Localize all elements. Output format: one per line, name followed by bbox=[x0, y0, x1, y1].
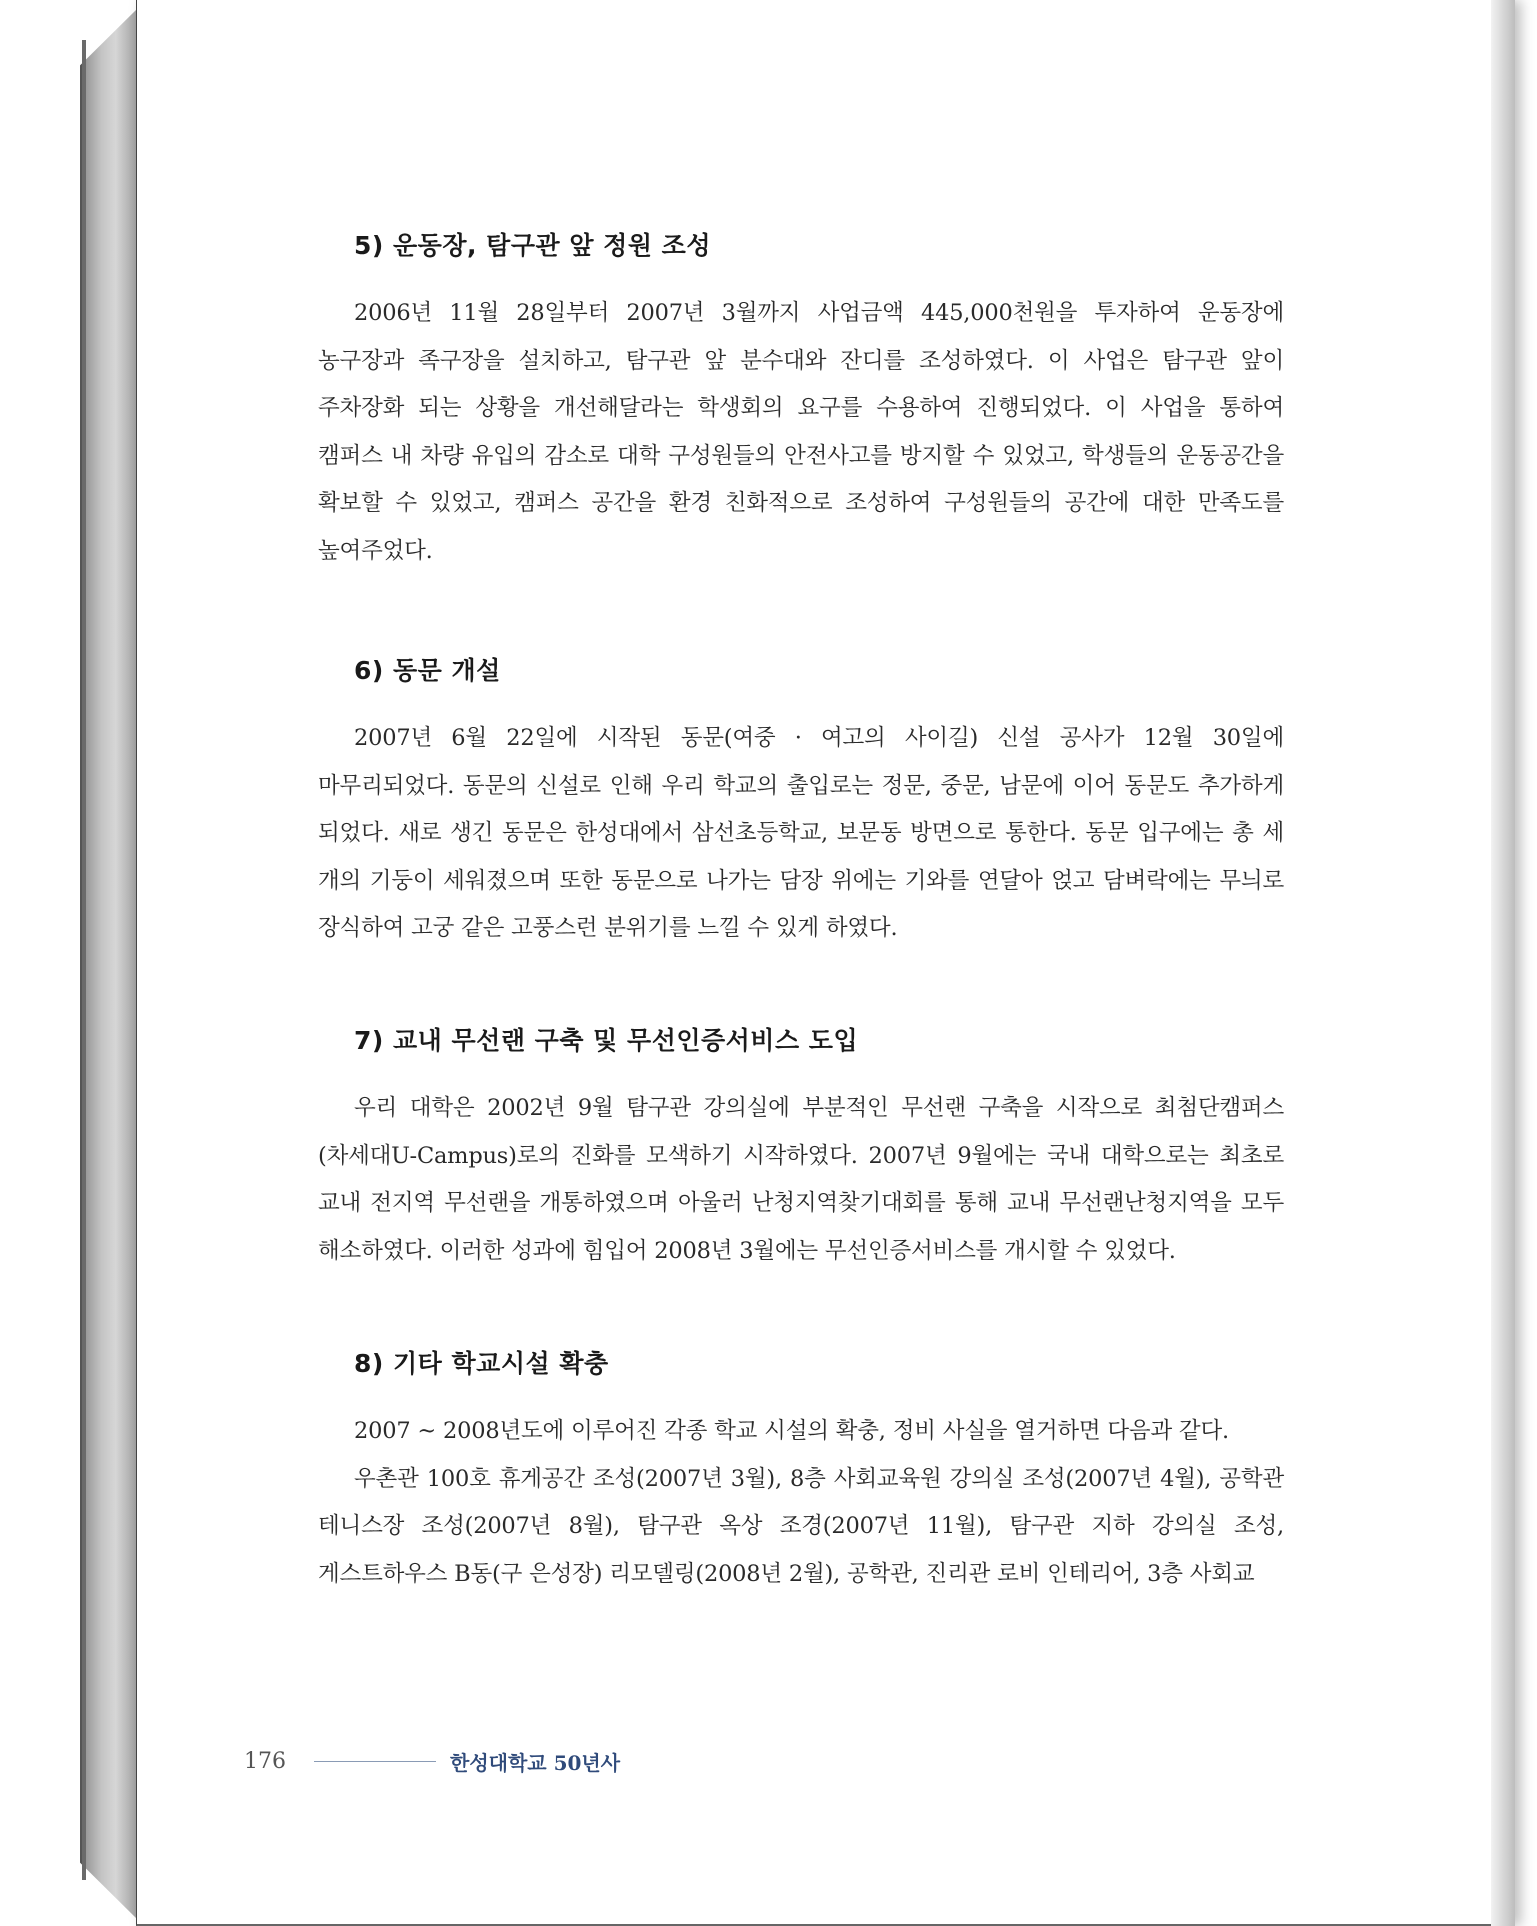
section-6 bbox=[318, 653, 1284, 953]
paragraph: 우촌관 100호 휴게공간 조성(2007년 3월), 8층 사회교육원 강의실 조성(2007년 4월), 공학관 테니스장 조성(2007년 8월), 탐구관 옥상 조경(2007년 11월), 탐구관 지하 강의실 조성, 게스트하우스 B동(구 은성장) 리모델링(2008년 2월), 공학관, 진리관 로비 인테리어, 3층 사회교 bbox=[318, 1465, 1284, 1587]
book-title: 한성대학교 50년사 bbox=[450, 1750, 621, 1775]
paragraph: 우리 대학은 2002년 9월 탐구관 강의실에 부분적인 무선랜 구축을 시작으로 최첨단캠퍼스(차세대U-Campus)로의 진화를 모색하기 시작하였다. 2007년 9월에는 국내 대학으로는 최초로 교내 전지역 무선랜을 개통하였으며 아울러 난청지역찾기대회를 통해 교내 무선랜난청지역을 모두 해소하였다. 이러한 성과에 힘입어 2008년 3월에는 무선인증서비스를 개시할 수 있었다. bbox=[318, 1095, 1284, 1264]
page-footer bbox=[244, 1746, 620, 1776]
paragraph: 2007년 6월 22일에 시작된 동문(여중 · 여고의 사이길) 신설 공사가 12월 30일에 마무리되었다. 동문의 신설로 인해 우리 학교의 출입로는 정문, 중문, 남문에 이어 동문도 추가하게 되었다. 새로 생긴 동문은 한성대에서 삼선초등학교, 보문동 방면으로 통한다. 동문 입구에는 총 세 개의 기둥이 세워졌으며 또한 동문으로 나가는 담장 위에는 기와를 연달아 얹고 담벼락에는 무늬로 장식하여 고궁 같은 고풍스런 분위기를 느낄 수 있게 하였다. bbox=[318, 725, 1284, 941]
paragraph: 2007 ~ 2008년도에 이루어진 각종 학교 시설의 확충, 정비 사실을 열거하면 다음과 같다. bbox=[354, 1418, 1229, 1444]
paragraph: 2006년 11월 28일부터 2007년 3월까지 사업금액 445,000천원을 투자하여 운동장에 농구장과 족구장을 설치하고, 탐구관 앞 분수대와 잔디를 조성하였다. 이 사업은 탐구관 앞이 주차장화 되는 상황을 개선해달라는 학생회의 요구를 수용하여 진행되었다. 이 사업을 통하여 캠퍼스 내 차량 유입의 감소로 대학 구성원들의 안전사고를 방지할 수 있었고, 학생들의 운동공간을 확보할 수 있었고, 캠퍼스 공간을 환경 친화적으로 조성하여 구성원들의 공간에 대한 만족도를 높여주었다. bbox=[318, 300, 1284, 564]
section-7 bbox=[318, 1023, 1284, 1275]
page-right-shadow bbox=[1491, 0, 1515, 1926]
book-spine-line bbox=[82, 40, 86, 1880]
section-8 bbox=[318, 1346, 1284, 1598]
section-title: 6) 동문 개설 bbox=[354, 656, 501, 685]
page-number: 176 bbox=[244, 1748, 286, 1774]
section-title: 5) 운동장, 탐구관 앞 정원 조성 bbox=[354, 231, 711, 260]
book-spine-edge bbox=[80, 8, 138, 1920]
section-title: 8) 기타 학교시설 확충 bbox=[354, 1349, 609, 1378]
section-title: 7) 교내 무선랜 구축 및 무선인증서비스 도입 bbox=[354, 1026, 859, 1055]
footer-divider bbox=[314, 1761, 436, 1762]
section-5 bbox=[318, 228, 1284, 575]
